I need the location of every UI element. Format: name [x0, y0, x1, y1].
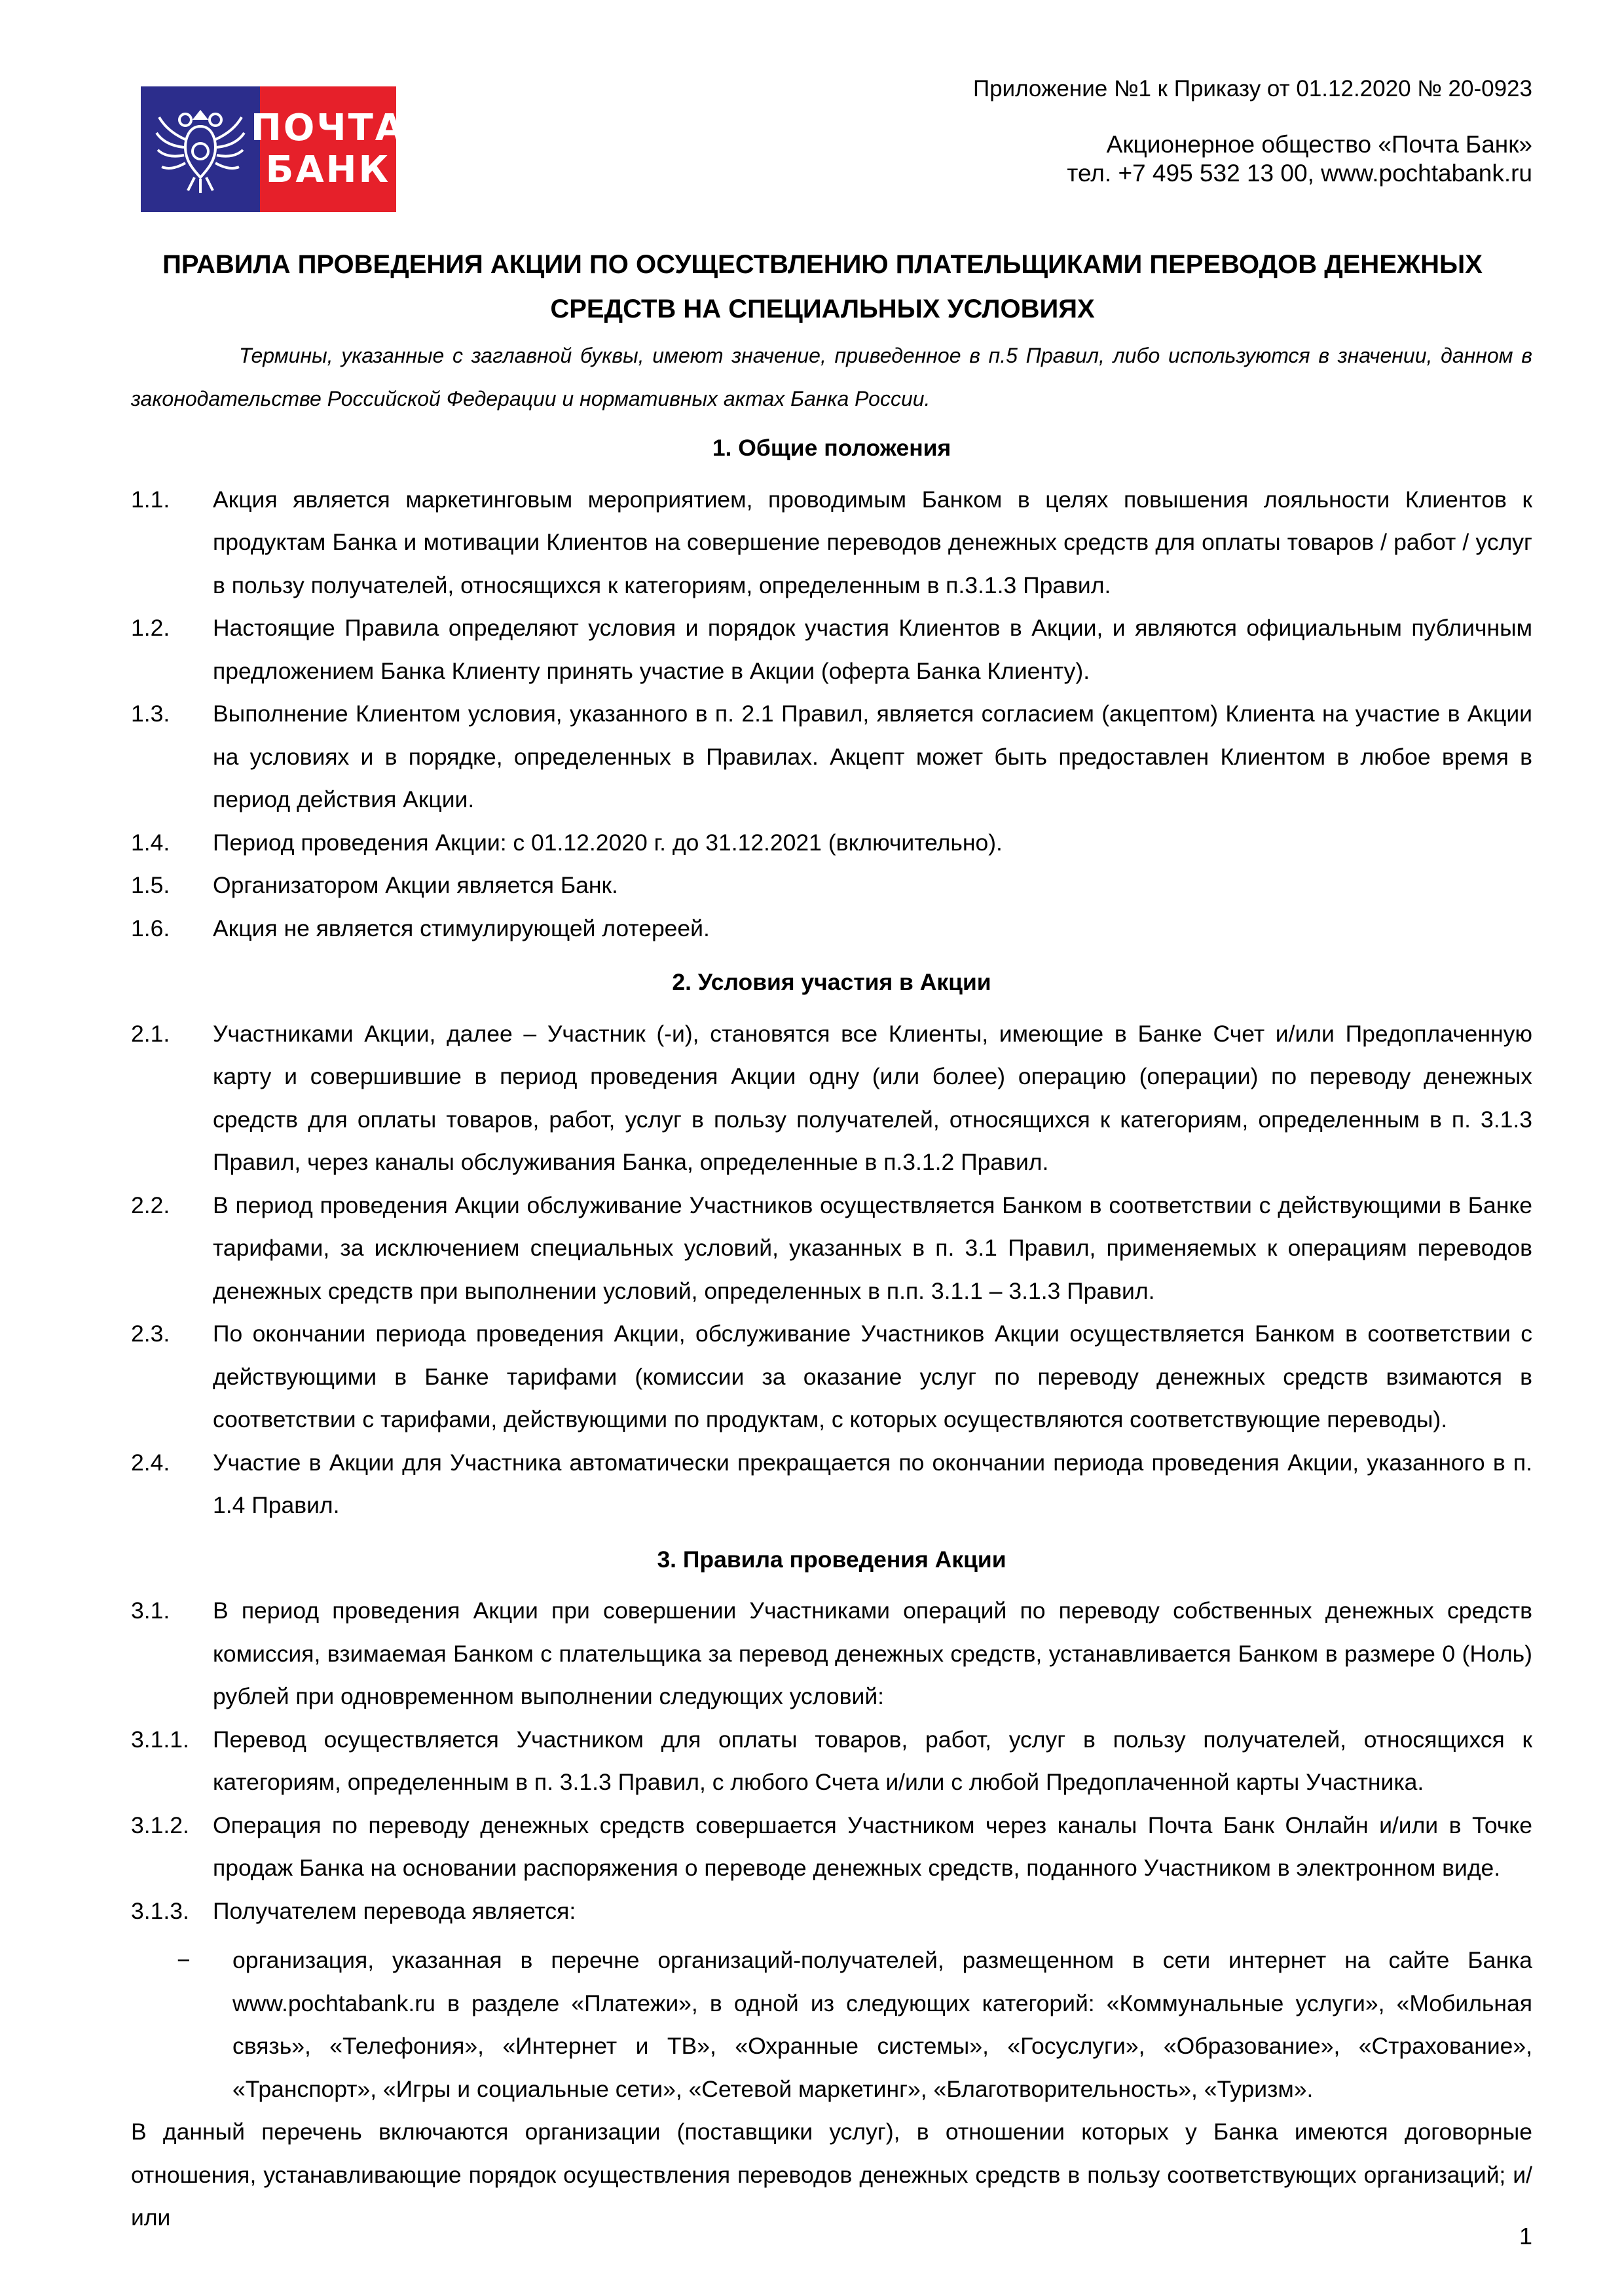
- clause-number: 1.4.: [131, 829, 170, 856]
- clause-number: 2.1.: [131, 1020, 170, 1047]
- logo-word-1: ПОЧТА: [250, 107, 406, 149]
- clause-text: В период проведения Акции при совершении Участниками операций по переводу собственных денежных средств комиссия, взимаемая Банком с плательщика за перевод денежных средств, устанавливается Банком в размере 0 (Ноль) рублей при одновременном выполнении следующих условий:: [213, 1597, 1532, 1709]
- section-3-heading: 3. Правила проведения Акции: [657, 1546, 1006, 1573]
- document-title: [131, 242, 1514, 331]
- clause-text: В период проведения Акции обслуживание Участников осуществляется Банком в соответствии с действующими в Банке тарифами, за исключением специальных условий, указанных в п. 3.1 Правил, применяемых к операциям переводов денежных средств при выполнении условий, определенных в п.п. 3.1.1 – 3.1.3 Правил.: [213, 1192, 1532, 1304]
- clause: [131, 1804, 1532, 1890]
- company-contacts: тел. +7 495 532 13 00, www.pochtabank.ru: [1067, 160, 1532, 187]
- clause-text: Настоящие Правила определяют условия и порядок участия Клиентов в Акции, и являются официальным публичным предложением Банка Клиенту принять участие в Акции (оферта Банка Клиенту).: [213, 615, 1532, 684]
- clause-number: 3.1.1.: [131, 1726, 189, 1753]
- clause-number: 1.5.: [131, 872, 170, 898]
- clause-number: 1.1.: [131, 486, 170, 513]
- clause-text: Акция не является стимулирующей лотереей.: [213, 915, 710, 941]
- clause: [131, 907, 1532, 951]
- clause-text: Перевод осуществляется Участником для оплаты товаров, работ, услуг в пользу получателей, относящихся к категориям, определенным в п. 3.1.3 Правил, с любого Счета и/или с любой Предоплаченной карты Участника.: [213, 1726, 1532, 1795]
- section-2-heading: 2. Условия участия в Акции: [672, 969, 991, 995]
- clause: [131, 1442, 1532, 1527]
- clause-text: Участниками Акции, далее – Участник (-и), становятся все Клиенты, имеющие в Банке Счет и/или Предоплаченную карту и совершившие в период проведения Акции одну (или более) операцию (операции) по переводу денежных средств для оплаты товаров, работ, услуг в пользу получателей, относящихся к категориям, определенным в п. 3.1.3 Правил, через каналы обслуживания Банка, определенные в п.3.1.2 Правил.: [213, 1020, 1532, 1175]
- recipient-list-item: [131, 1939, 1532, 2111]
- clause-text: Организатором Акции является Банк.: [213, 872, 618, 898]
- document-body: [131, 422, 1532, 2240]
- clause-text: Период проведения Акции: с 01.12.2020 г. до 31.12.2021 (включительно).: [213, 829, 1003, 856]
- clause-number: 1.6.: [131, 915, 170, 941]
- clause-number: 1.3.: [131, 701, 170, 727]
- logo-wordmark: [250, 86, 406, 212]
- title-line-2: СРЕДСТВ НА СПЕЦИАЛЬНЫХ УСЛОВИЯХ: [550, 295, 1095, 323]
- clause-text: Выполнение Клиентом условия, указанного в п. 2.1 Правил, является согласием (акцептом) Клиента на участие в Акции на условиях и в порядке, определенных в Правилах. Акцепт может быть предоставлен Клиентом в любое время в период действия Акции.: [213, 701, 1532, 812]
- section-1-heading: 1. Общие положения: [712, 435, 951, 461]
- logo-word-2: БАНК: [265, 149, 391, 191]
- clause: [131, 1013, 1532, 1184]
- page-number: 1: [1519, 2223, 1532, 2250]
- clause-number: 3.1.: [131, 1597, 170, 1624]
- clause-number: 2.4.: [131, 1449, 170, 1476]
- clause-number: 3.1.3.: [131, 1897, 189, 1924]
- clause-number: 3.1.2.: [131, 1812, 189, 1838]
- clause: [131, 693, 1532, 822]
- clause-number: 1.2.: [131, 615, 170, 641]
- clause: [131, 1590, 1532, 1719]
- clause: [131, 1719, 1532, 1804]
- terms-intro: Термины, указанные с заглавной буквы, имеют значение, приведенное в п.5 Правил, либо используются в значении, данном в законодательстве Российской Федерации и нормативных актах Банка России.: [131, 344, 1532, 410]
- clause: [131, 607, 1532, 693]
- clause-text: Участие в Акции для Участника автоматически прекращается по окончании периода проведения Акции, указанного в п. 1.4 Правил.: [213, 1449, 1532, 1518]
- title-line-1: ПРАВИЛА ПРОВЕДЕНИЯ АКЦИИ ПО ОСУЩЕСТВЛЕНИЮ ПЛАТЕЛЬЩИКАМИ ПЕРЕВОДОВ ДЕНЕЖНЫХ: [162, 250, 1483, 279]
- clause: [131, 822, 1532, 865]
- clause-number: 2.3.: [131, 1321, 170, 1347]
- clause: [131, 1184, 1532, 1313]
- clause: [131, 1313, 1532, 1442]
- double-headed-eagle-icon: [141, 86, 260, 212]
- list-dash: −: [177, 1947, 191, 1973]
- appendix-reference: Приложение №1 к Приказу от 01.12.2020 № 20-0923: [972, 76, 1532, 101]
- clause-text: Операция по переводу денежных средств совершается Участником через каналы Почта Банк Онлайн и/или в Точке продаж Банка на основании распоряжения о переводе денежных средств, поданного Участником в электронном виде.: [213, 1812, 1532, 1881]
- clause-text: По окончании периода проведения Акции, обслуживание Участников Акции осуществляется Банком в соответствии с действующими в Банке тарифами (комиссии за оказание услуг по переводу денежных средств взимаются в соответствии с тарифами, действующими по продуктам, с которых осуществляются соответствующие переводы).: [213, 1321, 1532, 1432]
- company-name: Акционерное общество «Почта Банк»: [1106, 131, 1532, 158]
- pochta-bank-logo: [141, 86, 406, 212]
- clause: [131, 1890, 1532, 1933]
- closing-paragraph: В данный перечень включаются организации (поставщики услуг), в отношении которых у Банка имеются договорные отношения, устанавливающие порядок осуществления переводов денежных средств в пользу соответствующих организаций; и/или: [131, 2119, 1532, 2231]
- clause: [131, 864, 1532, 907]
- clause-text: Акция является маркетинговым мероприятием, проводимым Банком в целях повышения лояльности Клиентов к продуктам Банка и мотивации Клиентов на совершение переводов денежных средств для оплаты товаров / работ / услуг в пользу получателей, относящихся к категориям, определенным в п.3.1.3 Правил.: [213, 486, 1532, 598]
- recipient-list-text: организация, указанная в перечне организаций-получателей, размещенном в сети интернет на сайте Банка www.pochtabank.ru в разделе «Платежи», в одной из следующих категорий: «Коммунальные услуги», «Мобильная связь», «Телефония», «Интернет и ТВ», «Охранные системы», «Госуслуги», «Образование», «Страхование», «Транспорт», «Игры и социальные сети», «Сетевой маркетинг», «Благотворительность», «Туризм».: [232, 1947, 1532, 2102]
- clause-text: Получателем перевода является:: [213, 1897, 576, 1924]
- clause-number: 2.2.: [131, 1192, 170, 1218]
- clause: [131, 479, 1532, 608]
